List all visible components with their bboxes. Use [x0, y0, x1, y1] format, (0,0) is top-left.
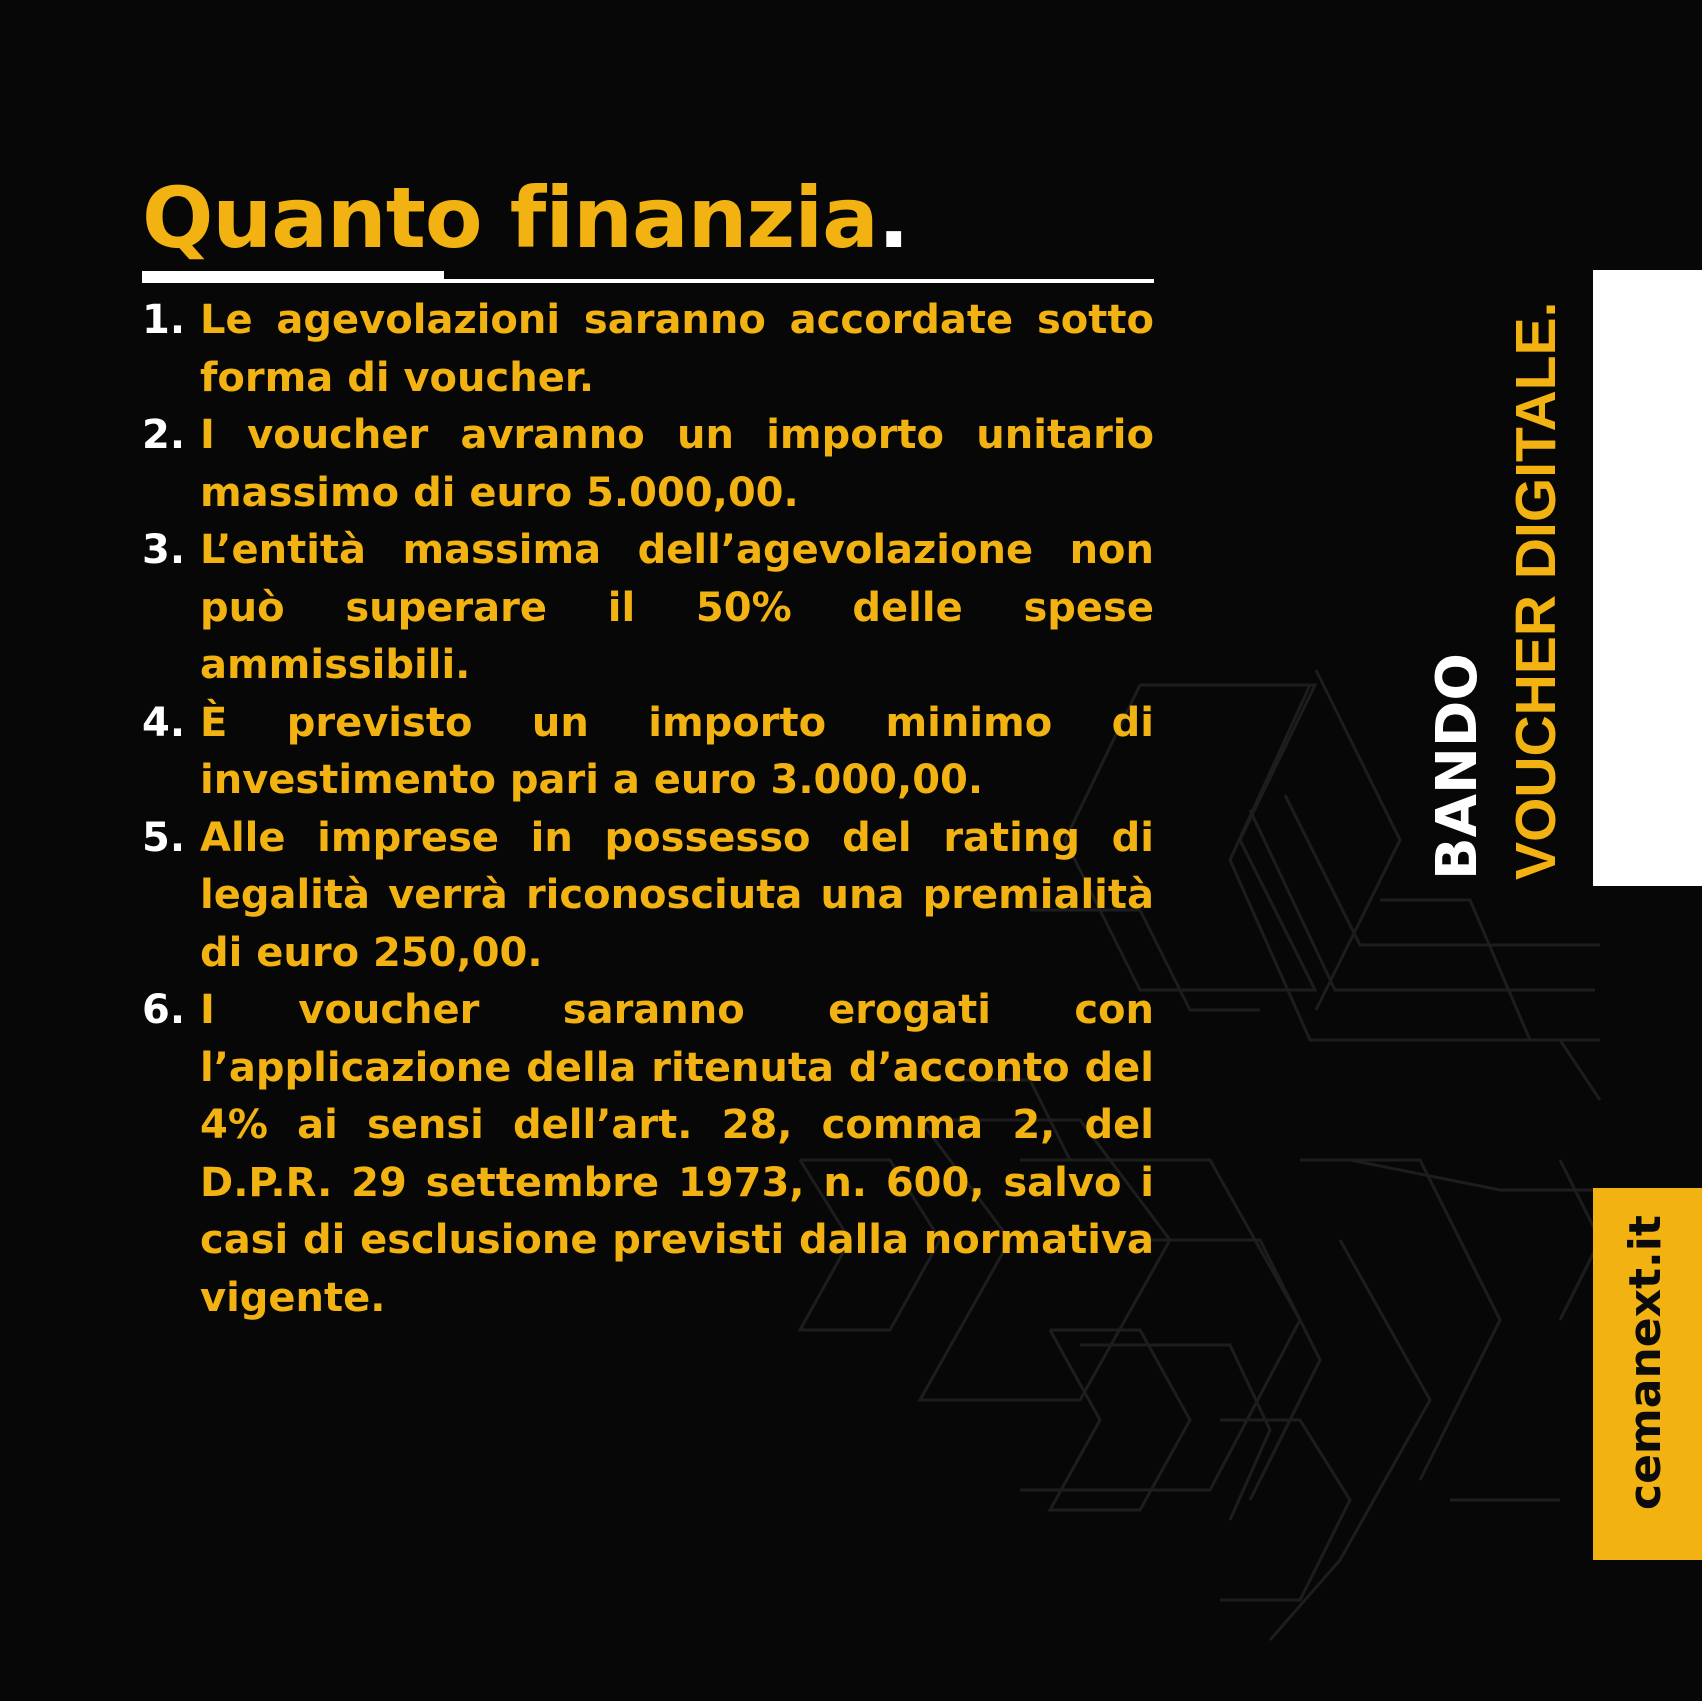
list-item-text: Le agevolazioni saranno accordate sotto forma di voucher. — [200, 297, 1154, 401]
list-item — [142, 407, 1154, 522]
sidebar-white-tab — [1593, 270, 1702, 886]
list-item-text: È previsto un importo minimo di investimento pari a euro 3.000,00. — [200, 699, 1154, 803]
list-item — [142, 695, 1154, 810]
list-item-number: 4. — [142, 699, 186, 746]
list-item-number: 5. — [142, 814, 186, 861]
list-item-number: 6. — [142, 987, 186, 1033]
title-text: Quanto finanzia — [142, 169, 878, 267]
title-dot: . — [877, 169, 909, 267]
list-item-number: 1. — [142, 297, 186, 343]
page-title — [142, 168, 909, 268]
voucher-digitale-dot: . — [1504, 301, 1568, 318]
list-item-number: 3. — [142, 527, 186, 573]
list-item — [142, 522, 1154, 695]
list-item — [142, 982, 1154, 1327]
title-underline-accent — [142, 271, 444, 283]
voucher-digitale-text: VOUCHER DIGITALE — [1504, 317, 1568, 880]
bando-label: BANDO — [1425, 653, 1490, 880]
list-item-text: I voucher saranno erogati con l’applicazione della ritenuta d’acconto del 4% ai sensi dell’art. 28, comma 2, del D.P.R. 29 settembre 1973, n. 600, salvo i casi di esclusione previsti dalla normativa vigente. — [200, 987, 1154, 1321]
list-item-text: I voucher avranno un importo unitario massimo di euro 5.000,00. — [200, 412, 1154, 516]
list-item — [142, 810, 1154, 983]
list-item-text: Alle imprese in possesso del rating di legalità verrà riconosciuta una premialità di euro 250,00. — [200, 814, 1154, 976]
list-item — [142, 292, 1154, 407]
list-item-text: L’entità massima dell’agevolazione non può superare il 50% delle spese ammissibili. — [200, 527, 1154, 688]
list-item-number: 2. — [142, 412, 186, 458]
voucher-digitale-label — [1506, 302, 1566, 880]
funding-list — [142, 292, 1154, 1327]
website-link[interactable]: cemanext.it — [1620, 1215, 1671, 1510]
